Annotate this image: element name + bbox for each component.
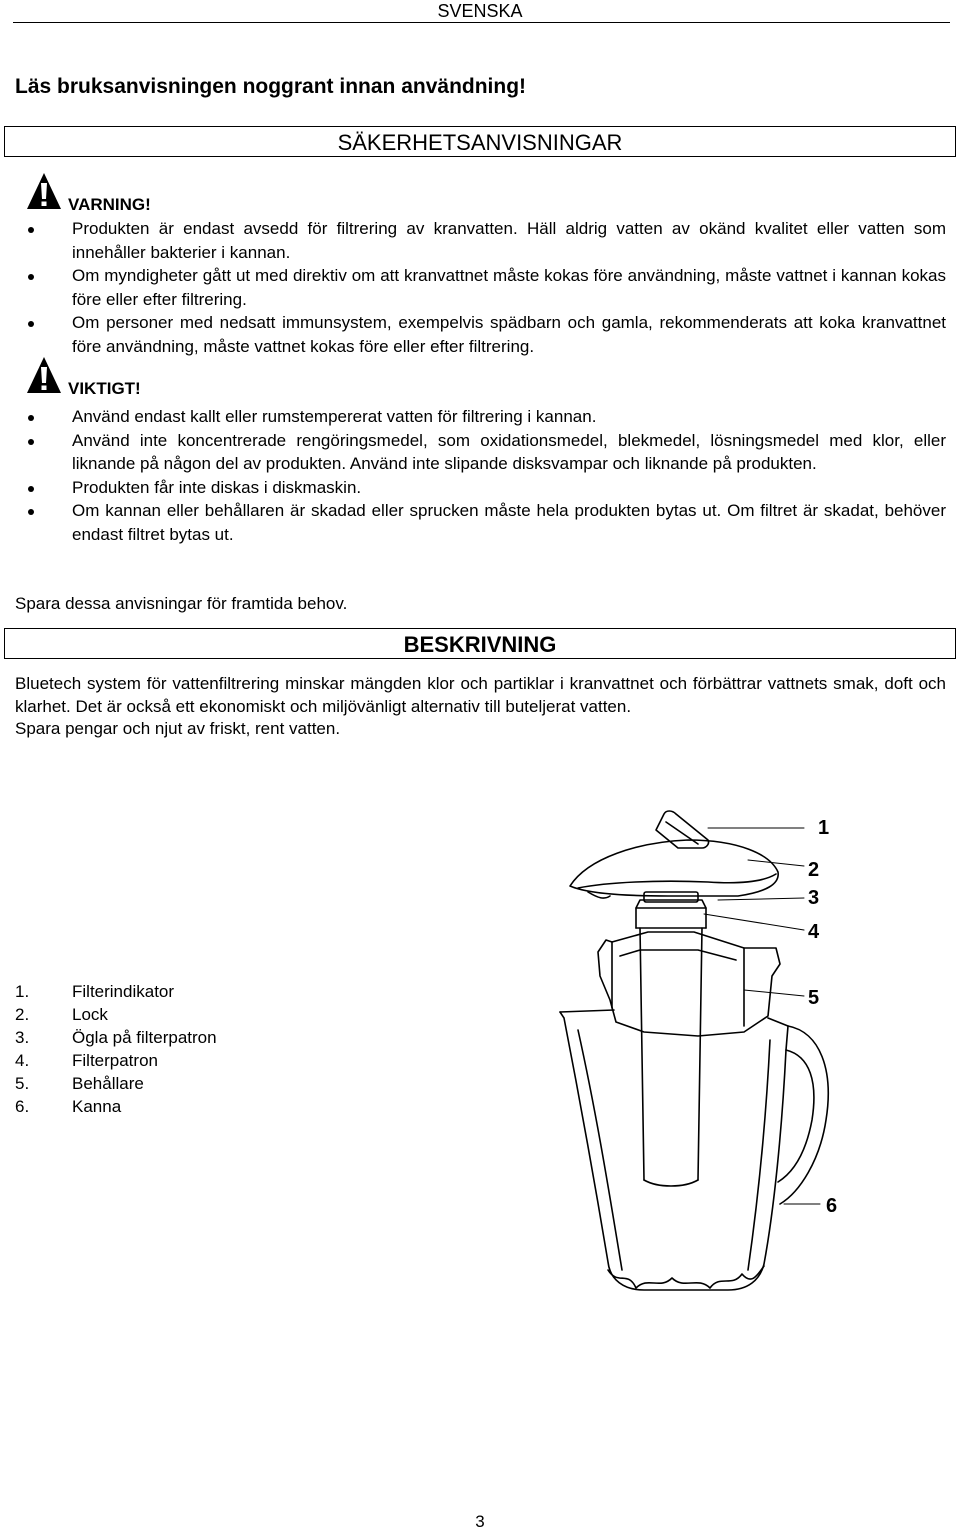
parts-list — [15, 980, 217, 1118]
callout-6: 6 — [826, 1195, 838, 1217]
callout-3: 3 — [808, 887, 820, 909]
save-instructions-note: Spara dessa anvisningar för framtida behov. — [15, 594, 348, 613]
description-paragraph: Bluetech system för vattenfiltrering minskar mängden klor och partiklar i kranvattnet och förbättrar vattnets smak, doft och klarhet. Det är också ett ekonomiskt och miljövänligt alternativ till buteljerat vatten. — [15, 674, 946, 716]
list-item: Om myndigheter gått ut med direktiv om att kranvattnet måste kokas före användning, måste vattnet i kannan kokas före eller efter filtrering. — [0, 264, 960, 311]
list-item: Produkten får inte diskas i diskmaskin. — [0, 476, 960, 500]
callout-1: 1 — [818, 817, 830, 839]
list-item: Om personer med nedsatt immunsystem, exempelvis spädbarn och gamla, rekommenderats att koka kranvattnet före användning, måste vattnet kokas före eller efter filtrering. — [0, 311, 960, 358]
list-item: Använd endast kallt eller rumstempererat vatten för filtrering i kannan. — [0, 405, 960, 429]
list-item: Använd inte koncentrerade rengöringsmedel, som oxidationsmedel, blekmedel, lösningsmedel med klor, eller liknande på någon del av produkten. Använd inte slipande disksvampar och liknande på produkten. — [0, 429, 960, 476]
description-text — [15, 673, 946, 741]
warning-list — [0, 217, 960, 358]
list-item: 3. Ögla på filterpatron — [15, 1028, 217, 1047]
warning-triangle-icon — [26, 355, 62, 395]
page-number: 3 — [475, 1512, 485, 1531]
callout-2: 2 — [808, 859, 820, 881]
list-item: 2. Lock — [15, 1005, 108, 1024]
list-item: 4. Filterpatron — [15, 1051, 158, 1070]
important-list — [0, 405, 960, 546]
intro-heading: Läs bruksanvisningen noggrant innan användning! — [15, 75, 527, 98]
description-paragraph: Spara pengar och njut av friskt, rent vatten. — [15, 719, 341, 738]
important-label: VIKTIGT! — [68, 379, 141, 398]
callout-5: 5 — [808, 987, 820, 1009]
water-filter-pitcher-diagram — [548, 800, 860, 1300]
callout-4: 4 — [808, 921, 820, 943]
list-item: 5. Behållare — [15, 1074, 144, 1093]
safety-section-title: SÄKERHETSANVISNINGAR — [4, 126, 956, 157]
list-item: Produkten är endast avsedd för filtrering av kranvatten. Häll aldrig vatten av okänd kvalitet eller vatten som innehåller bakterier i kannan. — [0, 217, 960, 264]
list-item: 1. Filterindikator — [15, 982, 175, 1001]
description-section-title: BESKRIVNING — [4, 628, 956, 659]
warning-label: VARNING! — [68, 195, 151, 214]
warning-triangle-icon — [26, 171, 62, 211]
list-item: 6. Kanna — [15, 1097, 122, 1116]
header-divider — [13, 22, 950, 23]
header-language: SVENSKA — [437, 1, 523, 21]
list-item: Om kannan eller behållaren är skadad eller sprucken måste hela produkten bytas ut. Om filtret är skadat, behöver endast filtret bytas ut. — [0, 499, 960, 546]
